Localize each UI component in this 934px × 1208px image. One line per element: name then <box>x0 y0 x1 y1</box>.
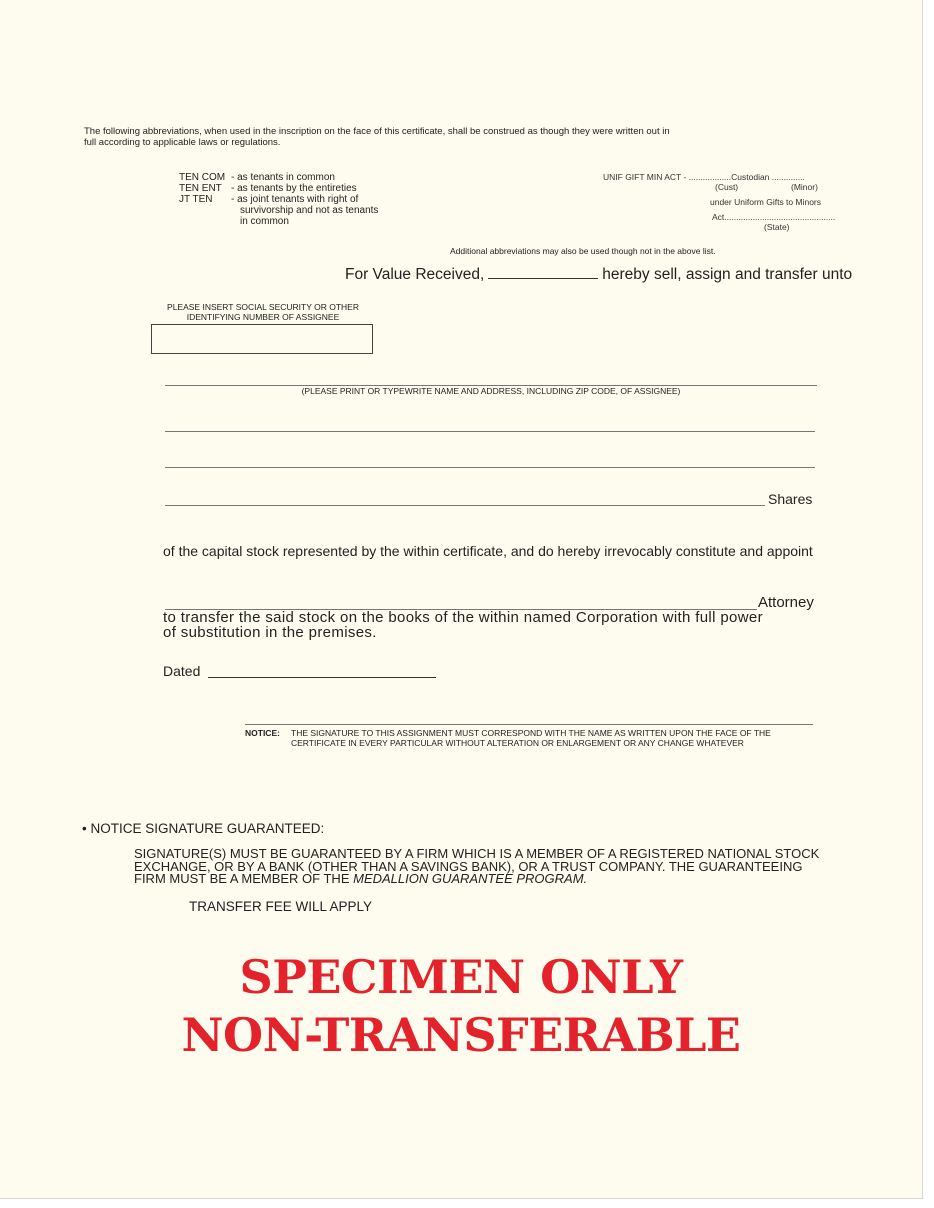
ugma-cust-label: (Cust) <box>715 182 739 192</box>
abbreviation-list <box>179 172 391 227</box>
transfer-text <box>163 610 828 640</box>
value-received-left: For Value Received, <box>345 266 485 283</box>
abbreviation-jt-ten <box>179 194 391 205</box>
ugma-line-3: under Uniform Gifts to Minors <box>710 197 822 207</box>
attorney-label: Attorney <box>758 594 814 611</box>
jt-ten-continuation-2: in common <box>240 216 289 227</box>
guarantee-line-3 <box>134 873 854 886</box>
specimen-stamp-line-2: NON-TRANSFERABLE <box>181 1008 741 1062</box>
guarantee-line-2: EXCHANGE, OR BY A BANK (OTHER THAN A SAVINGS BANK), OR A TRUST COMPANY. THE GUARANTEEING <box>134 858 803 874</box>
dated-line[interactable] <box>208 677 436 678</box>
transfer-text-line-2: of substitution in the premises. <box>163 624 377 641</box>
assignee-address-line-1[interactable] <box>165 431 815 432</box>
abbr-code: JT TEN <box>179 194 213 205</box>
transfer-text-line-1: to transfer the said stock on the books of the within named Corporation with full power <box>163 609 763 626</box>
guarantee-line-1: SIGNATURE(S) MUST BE GUARANTEED BY A FIRM WHICH IS A MEMBER OF A REGISTERED NATIONAL STOCK <box>134 846 820 861</box>
ugma-minor-label: (Minor) <box>791 182 818 192</box>
for-value-received <box>345 266 852 284</box>
signature-guaranteed-heading: • NOTICE SIGNATURE GUARANTEED: <box>82 821 325 836</box>
shares-line[interactable] <box>165 505 765 506</box>
ssn-label-line-1: PLEASE INSERT SOCIAL SECURITY OR OTHER <box>167 302 359 312</box>
intro-line-1: The following abbreviations, when used in the inscription on the face of this certificate, shall be construed as though they were written out in <box>84 126 670 137</box>
intro-line-2: full according to applicable laws or regulations. <box>84 137 281 148</box>
signature-line[interactable] <box>245 724 813 725</box>
ugma-act: Act............................................... <box>712 212 836 222</box>
jt-ten-continuation-1: survivorship and not as tenants <box>240 205 379 216</box>
transfer-fee-note: TRANSFER FEE WILL APPLY <box>189 899 373 914</box>
assignee-address-line-2[interactable] <box>165 467 815 468</box>
notice-line-2: CERTIFICATE IN EVERY PARTICULAR WITHOUT ALTERATION OR ENLARGEMENT OR ANY CHANGE WHATEVER <box>291 738 744 748</box>
ugma-state-label: (State) <box>764 222 790 232</box>
abbr-code: TEN ENT <box>179 183 222 194</box>
additional-abbreviations-note: Additional abbreviations may also be used though not in the above list. <box>450 246 716 256</box>
ugma-line-1: UNIF GIFT MIN ACT - ..................Custodian .............. <box>603 172 805 182</box>
medallion-program: MEDALLION GUARANTEE PROGRAM. <box>353 871 588 886</box>
value-received-right: hereby sell, assign and transfer unto <box>602 266 853 283</box>
assignee-label: (PLEASE PRINT OR TYPEWRITE NAME AND ADDRESS, INCLUDING ZIP CODE, OF ASSIGNEE) <box>301 386 681 396</box>
ssn-input-box[interactable] <box>151 324 373 354</box>
notice-line-1: THE SIGNATURE TO THIS ASSIGNMENT MUST CORRESPOND WITH THE NAME AS WRITTEN UPON THE FACE OF THE <box>291 728 771 738</box>
ssn-label-line-2: IDENTIFYING NUMBER OF ASSIGNEE <box>186 312 340 322</box>
abbreviation-ten-com <box>179 172 391 183</box>
specimen-stamp-line-1: SPECIMEN ONLY <box>239 950 683 1004</box>
signature-guarantee-text <box>134 848 854 886</box>
abbr-text: - as joint tenants with right of <box>231 194 359 205</box>
capital-stock-text: of the capital stock represented by the within certificate, and do hereby irrevocably constitute and appoint <box>163 543 813 559</box>
guarantee-line-3-text: FIRM MUST BE A MEMBER OF THE <box>134 871 354 886</box>
notice-label: NOTICE: <box>245 728 280 738</box>
ssn-label <box>150 302 376 322</box>
notice-text <box>291 728 821 748</box>
shares-label: Shares <box>768 491 813 507</box>
abbr-text: - as tenants in common <box>231 172 335 183</box>
value-received-blank[interactable] <box>488 266 598 279</box>
abbreviations-intro <box>84 126 764 148</box>
abbr-code: TEN COM <box>179 172 226 183</box>
dated-label: Dated <box>163 663 201 679</box>
abbr-text: - as tenants by the entireties <box>231 183 357 194</box>
abbreviation-ten-ent <box>179 183 391 194</box>
